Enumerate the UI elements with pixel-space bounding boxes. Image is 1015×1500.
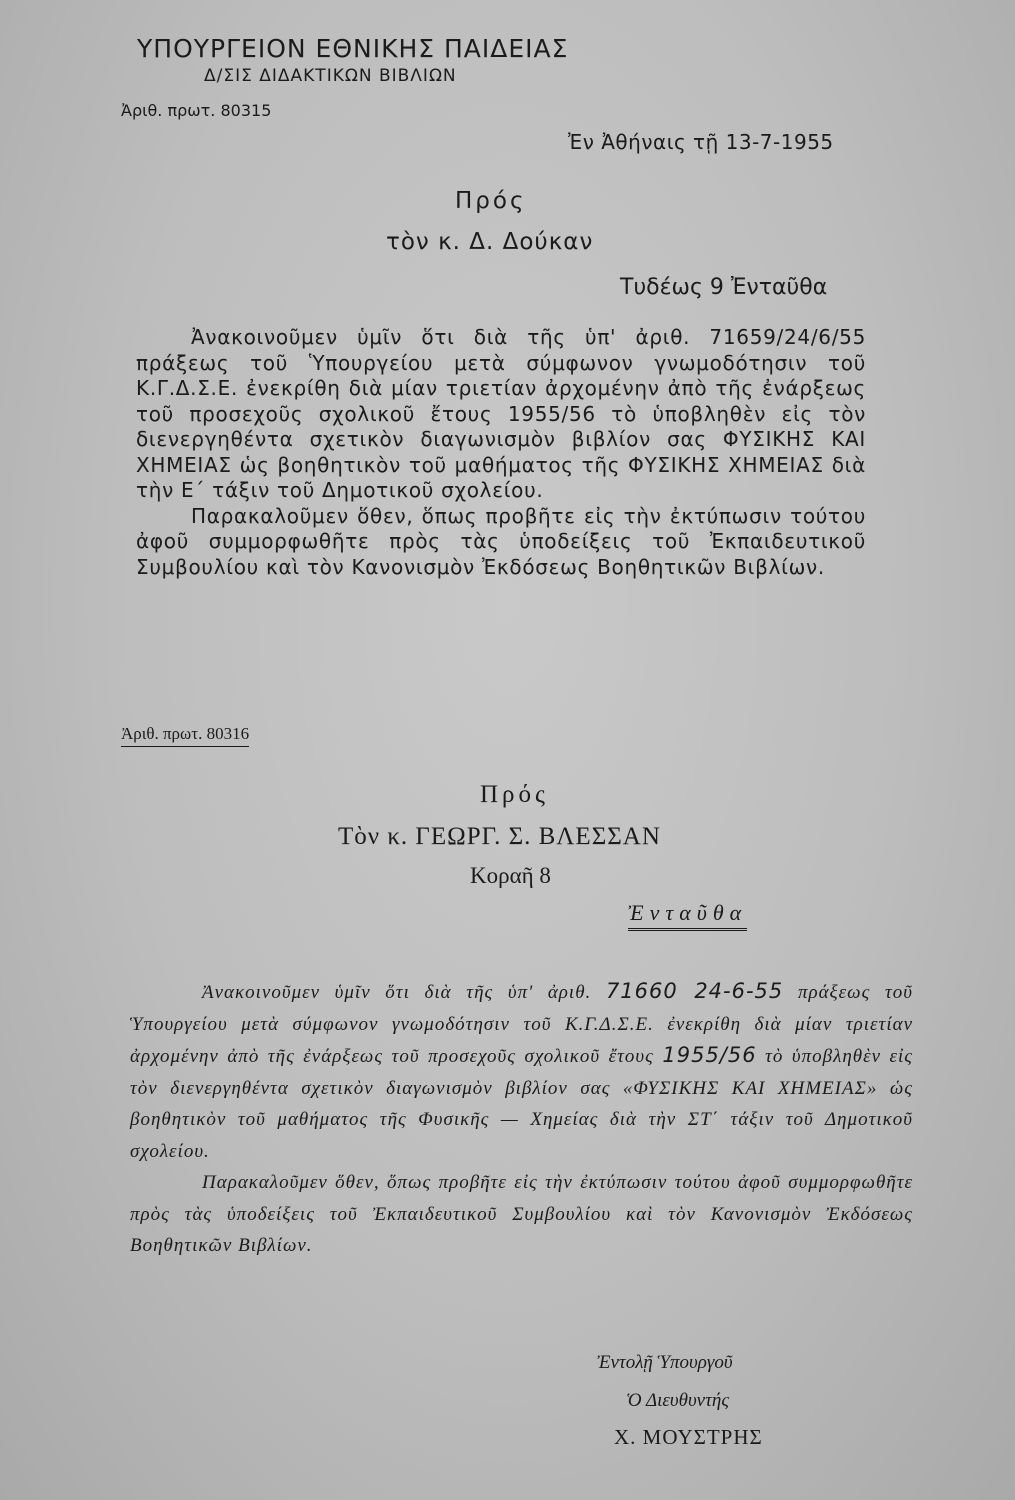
letter2-text: πράξεως τοῦ Ὑπουργείου μετὰ σύμφωνον γνωμοδότησιν τοῦ Κ.Γ.Δ.Σ.Ε. ἐνεκρίθη διὰ μίαν τριετίαν ἀρχομένην ἀπὸ τῆς ἐνάρξεως τοῦ προσεχοῦς σχολικοῦ ἔτους	[130, 982, 913, 1067]
division-heading: Δ/ΣΙΣ ΔΙΔΑΚΤΙΚΩΝ ΒΙΒΛΙΩΝ	[204, 66, 457, 86]
ministry-heading: ΥΠΟΥΡΓΕΙΟΝ ΕΘΝΙΚΗΣ ΠΑΙΔΕΙΑΣ	[137, 34, 569, 63]
letter2-text: τὸ ὑποβληθὲν εἰς τὸν διενεργηθέντα σχετικὸν διαγωνισμὸν βιβλίον σας «ΦΥΣΙΚΗΣ ΚΑΙ ΧΗΜΕΙΑΣ» ὡς βοηθητικὸν τοῦ μαθήματος τῆς Φυσικῆς — Χημείας διὰ τὴν ΣΤ΄ τάξιν τοῦ Δημοτικοῦ σχολείου.	[130, 1046, 913, 1162]
letter2-text: Ἀνακοινοῦμεν ὑμῖν ὅτι διὰ τῆς ὑπ' ἀριθ.	[202, 982, 592, 1003]
letter2-body	[130, 976, 913, 1262]
decision-number: 71660 24-6-55	[605, 979, 784, 1003]
letter2-pros: Πρός	[480, 781, 549, 808]
letter2-paragraph	[130, 976, 913, 1167]
signature-order: Ἐντολῇ Ὑπουργοῦ	[597, 1352, 733, 1373]
letter1-paragraph: Ἀνακοινοῦμεν ὑμῖν ὅτι διὰ τῆς ὑπ' ἀριθ. 71659/24/6/55 πράξεως τοῦ Ὑπουργείου μετὰ σύμφωνον γνωμοδότησιν τοῦ Κ.Γ.Δ.Σ.Ε. ἐνεκρίθη διὰ μίαν τριετίαν ἀρχομένην ἀπὸ τῆς ἐνάρξεως τοῦ προσεχοῦς σχολικοῦ ἔτους 1955/56 τὸ ὑποβληθὲν εἰς τὸν διενεργηθέντα σχετικὸν διαγωνισμὸν βιβλίον σας ΦΥΣΙΚΗΣ ΚΑΙ ΧΗΜΕΙΑΣ ὡς βοηθητικὸν τοῦ μαθήματος τῆς ΦΥΣΙΚΗΣ ΧΗΜΕΙΑΣ διὰ τὴν Ε΄ τάξιν τοῦ Δημοτικοῦ σχολείου.	[136, 325, 866, 502]
protocol-number: Ἀριθ. πρωτ. 80315	[121, 101, 272, 120]
letter2-address: Κοραῆ 8	[470, 863, 551, 888]
letter2-paragraph: Παρακαλοῦμεν ὅθεν, ὅπως προβῆτε εἰς τὴν ἐκτύπωσιν τούτου ἀφοῦ συμμορφωθῆτε πρὸς τὰς ὑποδείξεις τοῦ Ἐκπαιδευτικοῦ Συμβουλίου καὶ τὸν Κανονισμὸν Ἐκδόσεως Βοηθητικῶν Βιβλίων.	[130, 1172, 913, 1256]
letter1-recipient: τὸν κ. Δ. Δούκαν	[386, 229, 594, 255]
letter2-recipient: Τὸν κ. ΓΕΩΡΓ. Σ. ΒΛΕΣΣΑΝ	[338, 823, 661, 850]
letter-date: Ἐν Ἀθήναις τῇ 13-7-1955	[568, 130, 834, 154]
school-year: 1955/56	[662, 1043, 757, 1067]
letter2-city: Ἐνταῦθα	[628, 900, 747, 931]
letter1-paragraph: Παρακαλοῦμεν ὅθεν, ὅπως προβῆτε εἰς τὴν ἐκτύπωσιν τούτου ἀφοῦ συμμορφωθῆτε πρὸς τὰς ὑποδείξεις τοῦ Ἐκπαιδευτικοῦ Συμβουλίου καὶ τὸν Κανονισμὸν Ἐκδόσεως Βοηθητικῶν Βιβλίων.	[136, 503, 866, 579]
letter1-address: Τυδέως 9 Ἐνταῦθα	[620, 275, 828, 300]
signature-name: Χ. ΜΟΥΣΤΡΗΣ	[614, 1425, 763, 1449]
letter2-protocol-number: Ἀριθ. πρωτ. 80316	[121, 724, 249, 747]
letter1-pros: Πρός	[455, 188, 527, 214]
signature-title: Ὁ Διευθυντής	[626, 1390, 730, 1411]
letter1-body	[136, 325, 866, 580]
